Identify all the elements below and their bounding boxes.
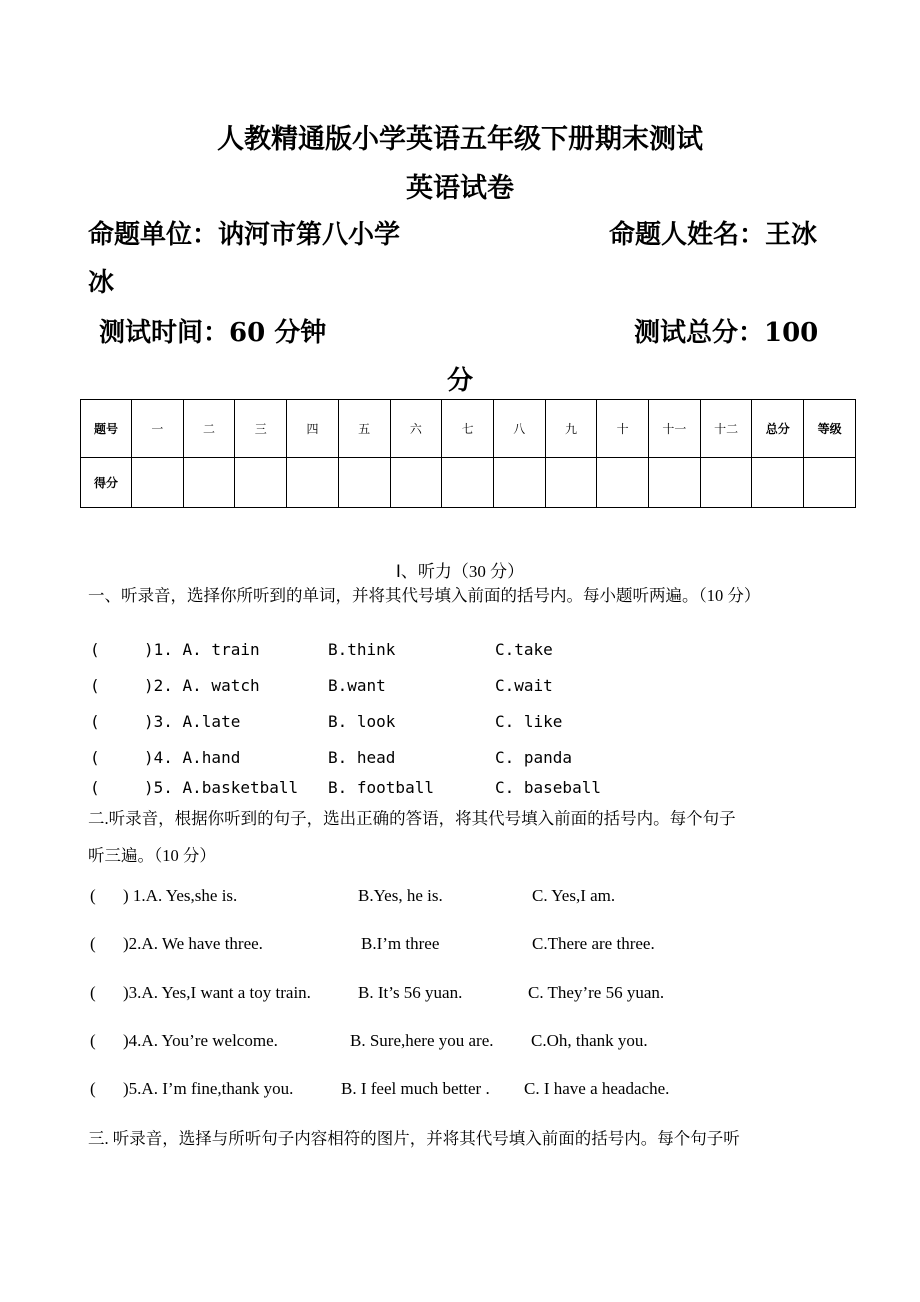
- q1-instruction: 一、听录音，选择你所听到的单词，并将其代号填入前面的括号内。每小题听两遍。（10 分）: [88, 586, 761, 605]
- score-cell-grade: [804, 458, 856, 508]
- q2-item-b: B. Sure,here you are.: [350, 1031, 494, 1050]
- q1-item-a: )5. A.basketball: [144, 778, 299, 797]
- question-col-1: 一: [132, 400, 184, 458]
- q1-item-paren: (: [90, 676, 100, 695]
- q2-item-a: )4.A. You’re welcome.: [123, 1031, 278, 1050]
- test-total: 测试总分：100: [634, 318, 819, 348]
- score-cell: [235, 458, 287, 508]
- q1-item-paren: (: [90, 712, 100, 731]
- score-cell: [442, 458, 494, 508]
- score-table-header-row: [81, 400, 856, 458]
- question-col-7: 七: [442, 400, 494, 458]
- score-cell: [597, 458, 649, 508]
- question-col-8: 八: [493, 400, 545, 458]
- q1-item-c: C.take: [495, 640, 553, 659]
- score-cell: [545, 458, 597, 508]
- q2-instruction-line2: 听三遍。（10 分）: [88, 846, 216, 865]
- q2-item-paren: (: [90, 934, 96, 953]
- score-cell: [287, 458, 339, 508]
- question-col-3: 三: [235, 400, 287, 458]
- question-col-11: 十一: [649, 400, 701, 458]
- unit-info: 命题单位：讷河市第八小学: [88, 220, 401, 250]
- score-table-score-row: [81, 458, 856, 508]
- score-table: [80, 399, 856, 508]
- q2-item-c: C.There are three.: [532, 934, 655, 953]
- q1-item-c: C.wait: [495, 676, 553, 695]
- question-number-label: 题号: [81, 400, 132, 458]
- q1-item-a: )4. A.hand: [144, 748, 241, 767]
- q1-item-c: C. baseball: [495, 778, 601, 797]
- question-col-5: 五: [338, 400, 390, 458]
- q3-instruction: 三. 听录音，选择与所听句子内容相符的图片，并将其代号填入前面的括号内。每个句子听: [88, 1129, 740, 1148]
- part1-heading: Ⅰ、听力（30 分）: [395, 562, 525, 581]
- q2-item-c: C. Yes,I am.: [532, 886, 616, 905]
- score-cell: [183, 458, 235, 508]
- author-info: 命题人姓名：王冰: [609, 220, 818, 250]
- score-cell: [132, 458, 184, 508]
- question-col-12: 十二: [700, 400, 752, 458]
- q1-item-b: B.want: [328, 676, 386, 695]
- score-label: 得分: [81, 458, 132, 508]
- q2-item-c: C.Oh, thank you.: [531, 1031, 648, 1050]
- q2-item-b: B.I’m three: [361, 934, 440, 953]
- question-col-2: 二: [183, 400, 235, 458]
- q1-item-b: B. football: [328, 778, 434, 797]
- exam-title: 人教精通版小学英语五年级下册期末测试: [217, 124, 703, 155]
- q2-item-a: )5.A. I’m fine,thank you.: [123, 1079, 294, 1098]
- q1-item-b: B.think: [328, 640, 396, 659]
- q1-item-paren: (: [90, 748, 100, 767]
- exam-subtitle: 英语试卷: [406, 173, 514, 204]
- q2-item-c: C. I have a headache.: [524, 1079, 670, 1098]
- q1-item-paren: (: [90, 640, 100, 659]
- score-cell: [390, 458, 442, 508]
- question-col-4: 四: [287, 400, 339, 458]
- score-cell: [649, 458, 701, 508]
- q2-item-paren: (: [90, 1031, 96, 1050]
- q1-item-b: B. look: [328, 712, 396, 731]
- score-cell-total: [752, 458, 804, 508]
- q1-item-c: C. like: [495, 712, 563, 731]
- q1-item-a: )3. A.late: [144, 712, 241, 731]
- q2-item-b: B. I feel much better .: [341, 1079, 490, 1098]
- score-cell: [700, 458, 752, 508]
- q2-instruction-line1: 二.听录音，根据你听到的句子，选出正确的答语，将其代号填入前面的括号内。每个句子: [88, 809, 736, 828]
- grade-label: 等级: [804, 400, 856, 458]
- q2-item-paren: (: [90, 886, 96, 905]
- q2-item-a: )3.A. Yes,I want a toy train.: [123, 983, 311, 1002]
- q2-item-b: B. It’s 56 yuan.: [358, 983, 463, 1002]
- score-cell: [493, 458, 545, 508]
- q1-item-paren: (: [90, 778, 100, 797]
- question-col-9: 九: [545, 400, 597, 458]
- q2-item-a: ) 1.A. Yes,she is.: [123, 886, 238, 905]
- q2-item-b: B.Yes, he is.: [358, 886, 443, 905]
- score-cell: [338, 458, 390, 508]
- q1-item-b: B. head: [328, 748, 396, 767]
- q1-item-a: )1. A. train: [144, 640, 260, 659]
- test-total-wrap: 分: [447, 366, 474, 396]
- author-info-wrap: 冰: [88, 268, 115, 298]
- test-time: 测试时间：60 分钟: [99, 318, 327, 348]
- q1-item-a: )2. A. watch: [144, 676, 260, 695]
- total-score-label: 总分: [752, 400, 804, 458]
- q2-item-paren: (: [90, 1079, 96, 1098]
- q2-item-c: C. They’re 56 yuan.: [528, 983, 665, 1002]
- question-col-10: 十: [597, 400, 649, 458]
- q2-item-a: )2.A. We have three.: [123, 934, 263, 953]
- question-col-6: 六: [390, 400, 442, 458]
- q1-item-c: C. panda: [495, 748, 573, 767]
- q2-item-paren: (: [90, 983, 96, 1002]
